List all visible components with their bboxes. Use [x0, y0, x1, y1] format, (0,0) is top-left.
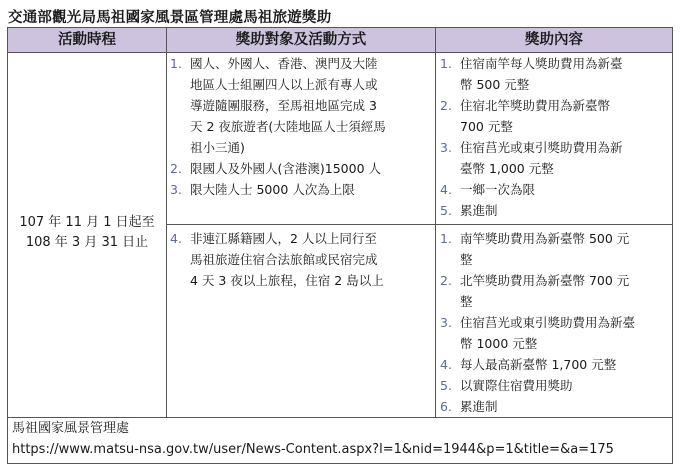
list-item-number: 5.: [440, 203, 452, 218]
section2-benefits-list: [440, 228, 670, 417]
activity-period: [8, 213, 166, 253]
list-item-line: 限國人及外國人(含港澳)15000 人: [190, 161, 381, 176]
footer-source: 馬祖國家風景管理處: [12, 421, 130, 436]
row-divider: [167, 224, 672, 225]
list-item-number: 4.: [170, 231, 182, 246]
period-start: 107 年 11 月 1 日起至: [19, 215, 155, 230]
list-item-number: 6.: [440, 399, 452, 414]
list-item-line: 住宿北竿獎助費用為新臺幣: [460, 98, 611, 113]
header-period: 活動時程: [58, 32, 116, 48]
table-header-row: [8, 28, 672, 53]
list-item-line: 每人最高新臺幣 1,700 元整: [460, 357, 617, 372]
list-item: [440, 396, 670, 417]
list-item-line: 限大陸人士 5000 人次為上限: [190, 182, 355, 197]
list-item-line: 以實際住宿費用獎助: [460, 378, 573, 393]
list-item-number: 2.: [440, 98, 452, 113]
list-item-line: 天 2 夜旅遊者(大陸地區人士須經馬: [190, 119, 386, 134]
list-item-line: 非連江縣籍國人，2 人以上同行至: [190, 231, 377, 246]
list-item-number: 1.: [440, 231, 452, 246]
list-item: [440, 53, 670, 95]
section1-targets-list: [170, 53, 432, 200]
list-item: [440, 179, 670, 200]
period-end: 108 年 3 月 31 日止: [25, 235, 149, 250]
list-item-line: 整: [460, 294, 473, 309]
column-divider: [166, 28, 167, 417]
list-item-line: 北竿獎助費用為新臺幣 700 元: [460, 273, 630, 288]
section2-targets-list: [170, 228, 432, 291]
list-item-number: 2.: [440, 273, 452, 288]
list-item-number: 5.: [440, 378, 452, 393]
section1-benefits-list: [440, 53, 670, 221]
document-title: 交通部觀光局馬祖國家風景區管理處馬祖旅遊獎助: [8, 10, 332, 26]
list-item: [440, 95, 670, 137]
list-item: [170, 53, 432, 158]
list-item: [440, 200, 670, 221]
header-benefits: 獎助內容: [525, 32, 583, 48]
list-item: [440, 312, 670, 354]
list-item-line: 地區人士組團四人以上派有專人或: [190, 77, 378, 92]
column-divider: [435, 28, 436, 417]
list-item-line: 700 元整: [460, 119, 513, 134]
list-item-number: 1.: [440, 56, 452, 71]
list-item-line: 臺幣 1,000 元整: [460, 161, 554, 176]
list-item: [440, 270, 670, 312]
header-targets: 獎助對象及活動方式: [235, 32, 367, 48]
list-item-line: 整: [460, 252, 473, 267]
list-item-number: 3.: [170, 182, 182, 197]
list-item-line: 導遊隨團服務，至馬祖地區完成 3: [190, 98, 377, 113]
list-item-line: 馬祖旅遊住宿合法旅館或民宿完成: [190, 252, 378, 267]
list-item: [440, 354, 670, 375]
list-item-line: 幣 1000 元整: [460, 336, 538, 351]
list-item-line: 國人、外國人、香港、澳門及大陸: [190, 56, 378, 71]
list-item-line: 住宿莒光或東引獎助費用為新臺: [460, 315, 636, 330]
list-item: [440, 228, 670, 270]
list-item-number: 3.: [440, 140, 452, 155]
list-item-line: 幣 500 元整: [460, 77, 530, 92]
list-item-line: 累進制: [460, 203, 498, 218]
list-item: [440, 137, 670, 179]
list-item-number: 1.: [170, 56, 182, 71]
list-item-number: 4.: [440, 357, 452, 372]
list-item-number: 3.: [440, 315, 452, 330]
incentive-table: [7, 27, 673, 464]
list-item: [170, 228, 432, 291]
list-item-line: 祖小三通): [190, 140, 245, 155]
list-item-line: 累進制: [460, 399, 498, 414]
list-item-line: 一鄉一次為限: [460, 182, 536, 197]
list-item-number: 4.: [440, 182, 452, 197]
footer: [12, 418, 614, 460]
list-item-line: 住宿莒光或東引獎助費用為新: [460, 140, 623, 155]
list-item: [170, 158, 432, 179]
list-item-line: 4 天 3 夜以上旅程，住宿 2 島以上: [190, 273, 384, 288]
footer-url[interactable]: https://www.matsu-nsa.gov.tw/user/News-Content.aspx?l=1&nid=1944&p=1&title=&a=175: [12, 442, 614, 457]
list-item-number: 2.: [170, 161, 182, 176]
list-item-line: 住宿南竿每人獎助費用為新臺: [460, 56, 623, 71]
list-item: [440, 375, 670, 396]
list-item-line: 南竿獎助費用為新臺幣 500 元: [460, 231, 630, 246]
list-item: [170, 179, 432, 200]
